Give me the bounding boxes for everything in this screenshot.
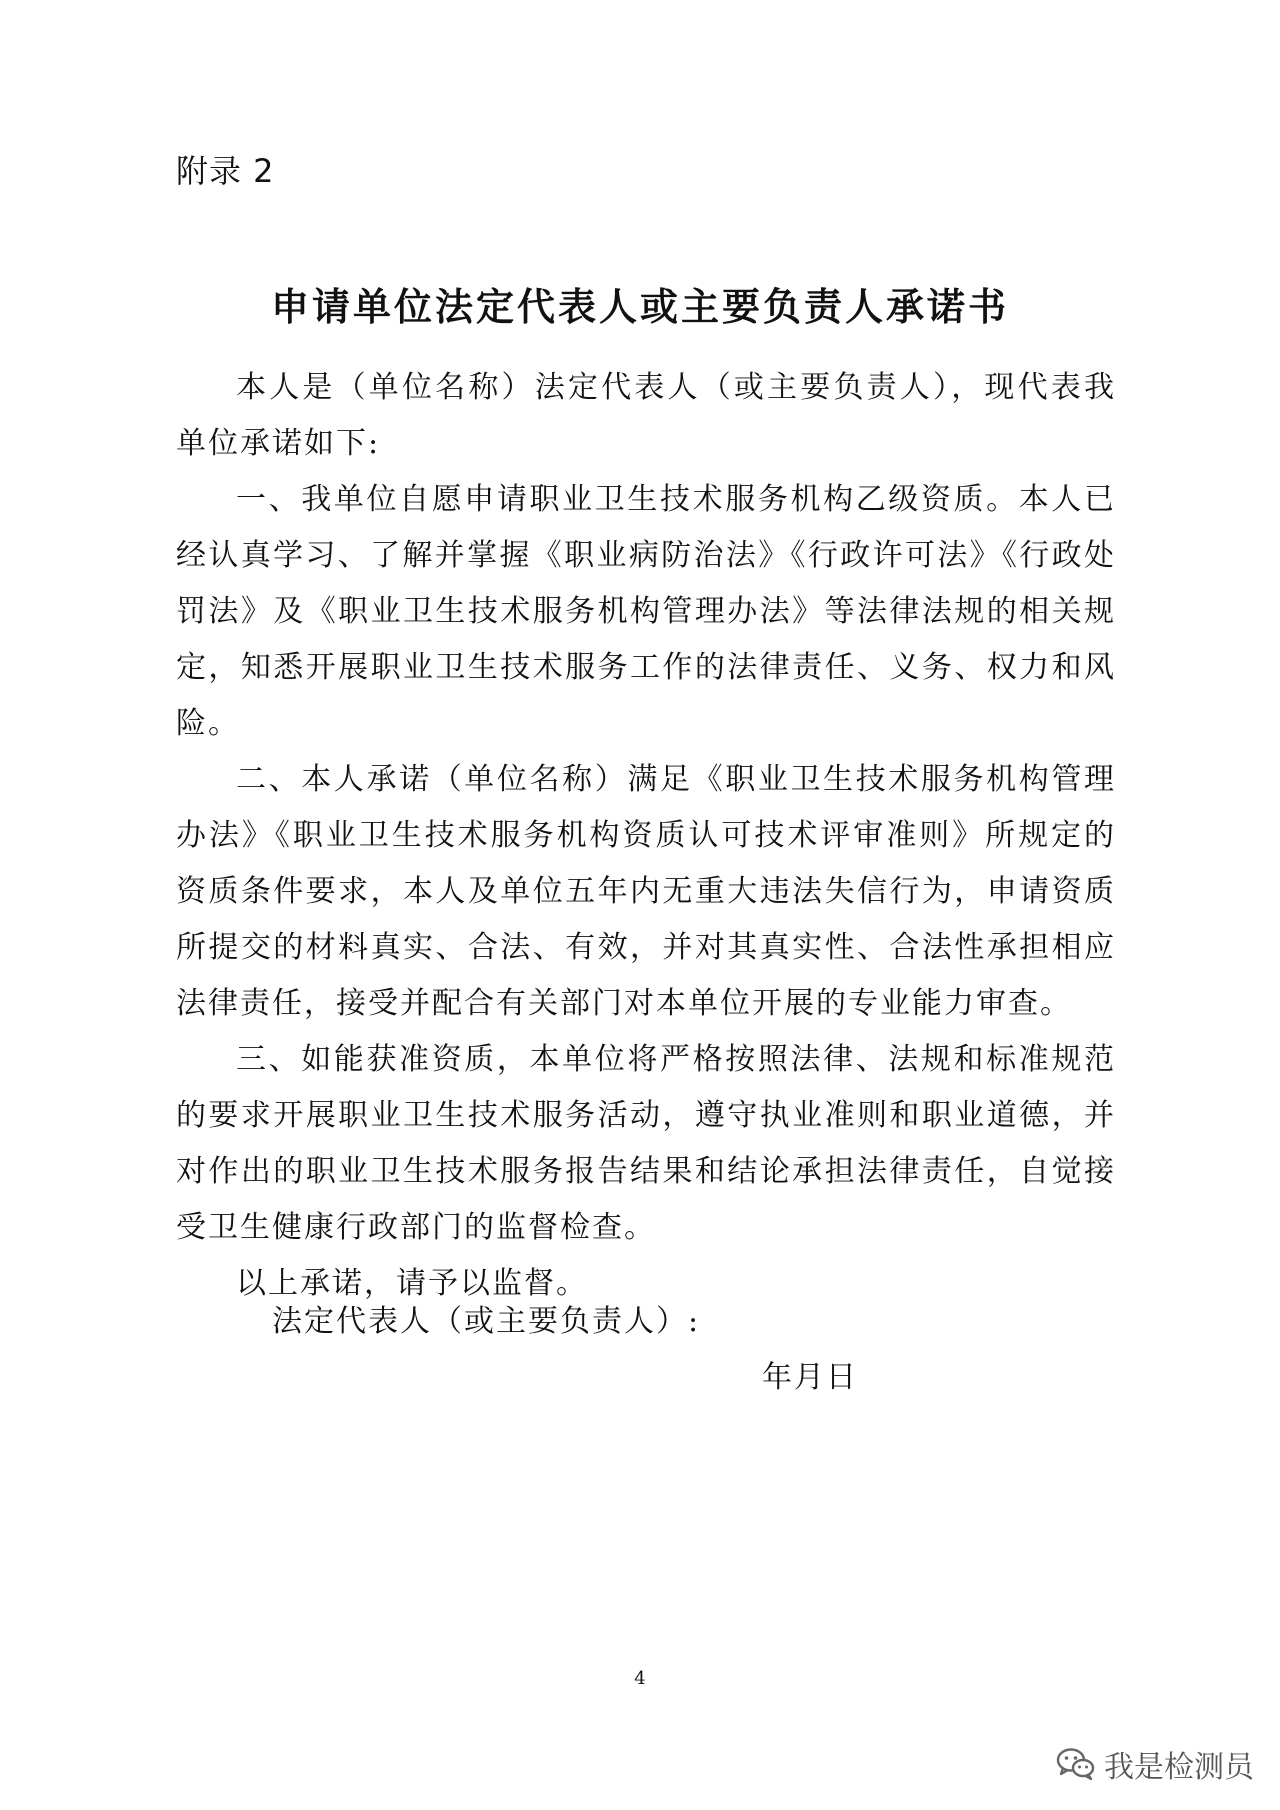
appendix-label: 附录 2	[176, 152, 275, 190]
clause-three-paragraph: 三、如能获准资质，本单位将严格按照法律、法规和标准规范的要求开展职业卫生技术服务活动，遵守执业准则和职业道德，并对作出的职业卫生技术服务报告结果和结论承担法律责任，自觉接受卫生健康行政部门的监督检查。	[176, 1042, 1116, 1245]
wechat-icon	[1056, 1747, 1096, 1781]
clause-one-paragraph: 一、我单位自愿申请职业卫生技术服务机构乙级资质。本人已经认真学习、了解并掌握《职业病防治法》《行政许可法》《行政处罚法》及《职业卫生技术服务机构管理办法》等法律法规的相关规定，知悉开展职业卫生技术服务工作的法律责任、义务、权力和风险。	[176, 482, 1116, 741]
closing-paragraph: 以上承诺，请予以监督。	[236, 1266, 588, 1301]
document-title: 申请单位法定代表人或主要负责人承诺书	[270, 285, 1009, 329]
intro-paragraph: 本人是（单位名称）法定代表人（或主要负责人），现代表我单位承诺如下:	[176, 370, 1116, 461]
signature-label: 法定代表人（或主要负责人）:	[272, 1304, 701, 1339]
watermark-text: 我是检测员	[1104, 1750, 1254, 1785]
document-body	[176, 360, 1116, 1312]
date-label: 年月日	[762, 1360, 858, 1395]
page-number: 4	[634, 1668, 646, 1689]
clause-two-paragraph: 二、本人承诺（单位名称）满足《职业卫生技术服务机构管理办法》《职业卫生技术服务机构资质认可技术评审准则》所规定的资质条件要求，本人及单位五年内无重大违法失信行为，申请资质所提交的材料真实、合法、有效，并对其真实性、合法性承担相应法律责任，接受并配合有关部门对本单位开展的专业能力审查。	[176, 762, 1116, 1021]
watermark	[1056, 1742, 1254, 1786]
